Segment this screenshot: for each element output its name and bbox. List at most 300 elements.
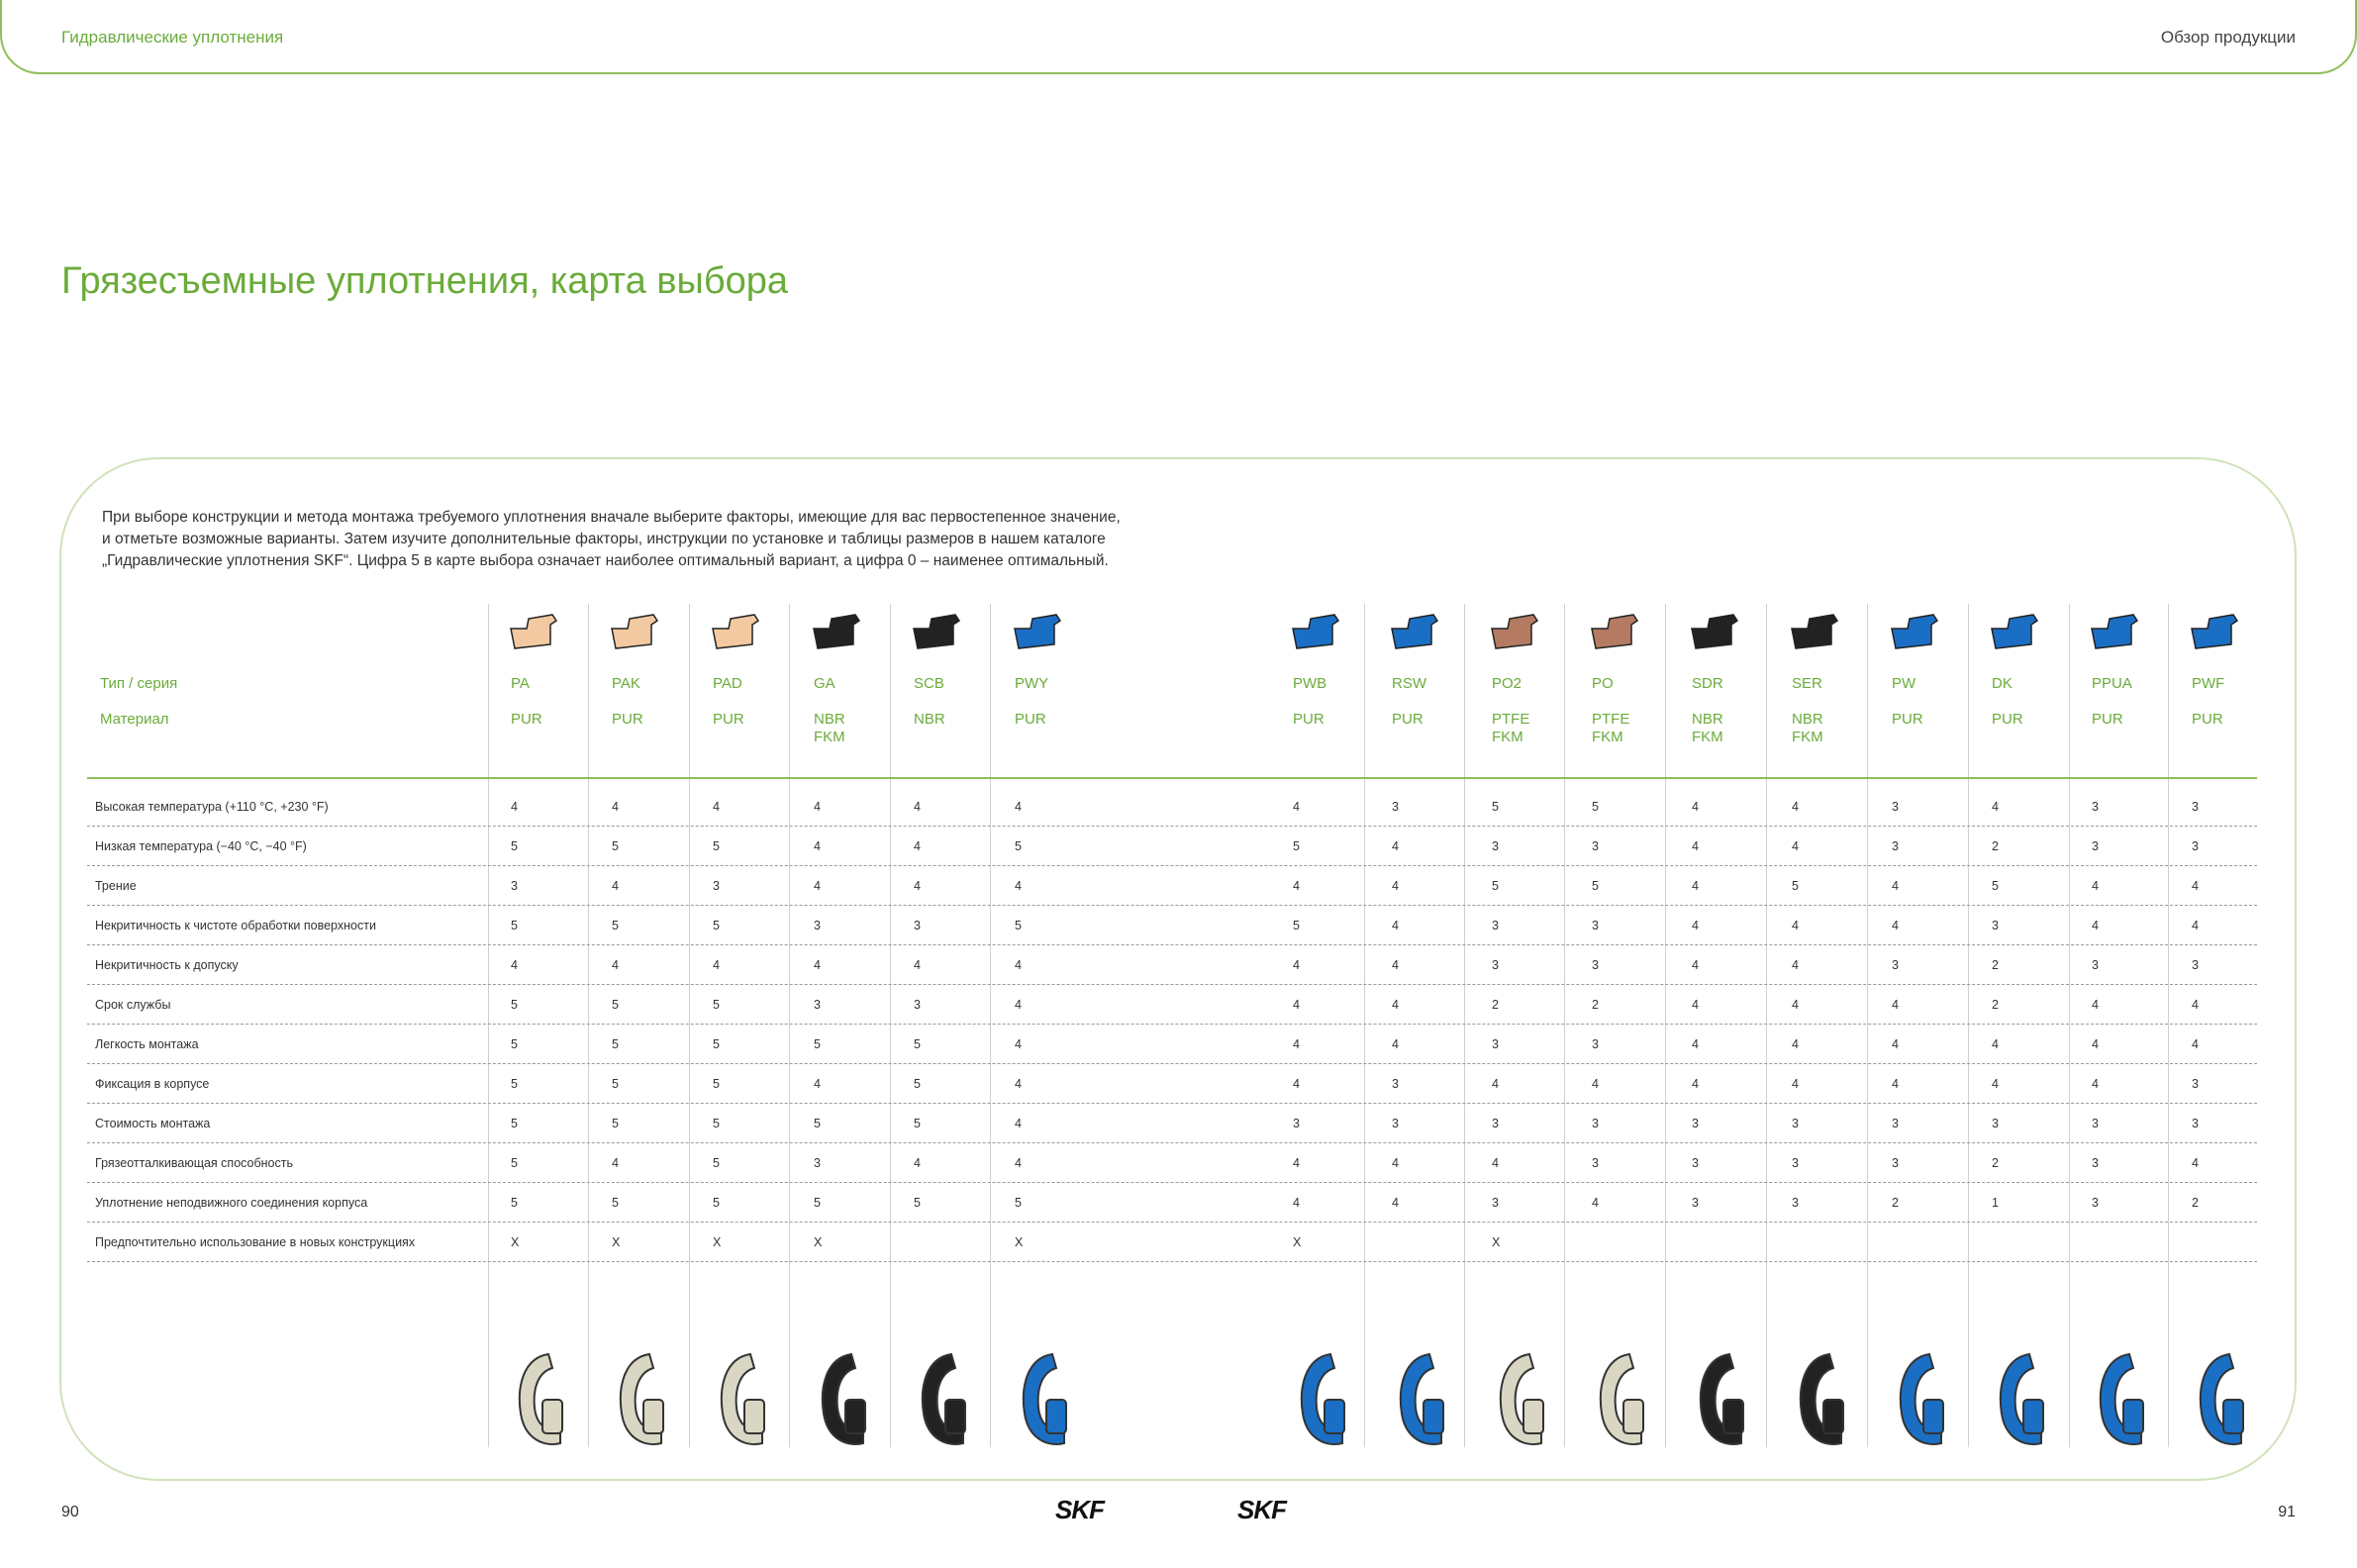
column-divider	[1867, 604, 1868, 1447]
rating-cell: 4	[1392, 1196, 1399, 1210]
rating-cell: 5	[612, 1077, 619, 1091]
rating-cell: 5	[1492, 800, 1499, 814]
material-name: FKM	[1792, 729, 1823, 745]
rating-cell: 3	[914, 919, 921, 932]
rating-cell: 3	[1892, 839, 1899, 853]
rating-cell: 5	[511, 839, 518, 853]
series-material	[814, 711, 845, 746]
rating-cell: 4	[1692, 839, 1699, 853]
rating-cell: 5	[713, 839, 720, 853]
rating-cell: 3	[1492, 1196, 1499, 1210]
row-divider	[87, 1261, 2257, 1262]
material-name: PUR	[1015, 711, 1046, 728]
seal-profile-icon	[1688, 609, 1743, 654]
header-divider	[87, 777, 2257, 779]
row-label: Уплотнение неподвижного соединения корпуса	[95, 1196, 368, 1210]
seal-photo	[610, 1348, 669, 1451]
seal-profile-icon	[810, 609, 865, 654]
rating-cell: 5	[511, 1117, 518, 1130]
rating-cell: 4	[2192, 1156, 2199, 1170]
rating-cell: 4	[1392, 839, 1399, 853]
series-material	[1792, 711, 1823, 746]
rating-cell: 5	[814, 1196, 821, 1210]
rating-cell: 5	[1293, 839, 1300, 853]
page-title: Грязесъемные уплотнения, карта выбора	[61, 260, 788, 303]
rating-cell: 3	[1692, 1196, 1699, 1210]
row-divider	[87, 865, 2257, 866]
rating-cell: 4	[1492, 1077, 1499, 1091]
rating-cell: 5	[814, 1117, 821, 1130]
rating-cell: 4	[1792, 998, 1799, 1012]
rating-cell: 3	[2192, 800, 2199, 814]
rating-cell: X	[1492, 1235, 1501, 1249]
rating-cell: 4	[511, 958, 518, 972]
rating-cell: 4	[1692, 1077, 1699, 1091]
rating-cell: 5	[612, 1196, 619, 1210]
rating-cell: 3	[1592, 958, 1599, 972]
rating-cell: 3	[1992, 919, 1999, 932]
rating-cell: 3	[2092, 1117, 2099, 1130]
rating-cell: 3	[1592, 1156, 1599, 1170]
rating-cell: 4	[1792, 1037, 1799, 1051]
column-divider	[1968, 604, 1969, 1447]
rating-cell: 5	[1792, 879, 1799, 893]
rating-cell: 4	[814, 879, 821, 893]
material-name: PUR	[713, 711, 744, 728]
rating-cell: 4	[1792, 919, 1799, 932]
seal-photo	[711, 1348, 770, 1451]
rating-cell: 3	[1492, 839, 1499, 853]
series-material	[1592, 711, 1629, 746]
rating-cell: 3	[1892, 1117, 1899, 1130]
series-material	[511, 711, 542, 729]
rating-cell: 4	[1992, 1037, 1999, 1051]
header-section-title: Гидравлические уплотнения	[61, 28, 284, 47]
rating-cell: 4	[1992, 800, 1999, 814]
rating-cell: 3	[2192, 1077, 2199, 1091]
rating-cell: 5	[511, 1037, 518, 1051]
row-label: Некритичность к чистоте обработки поверхности	[95, 919, 376, 932]
rating-cell: 4	[1015, 1117, 1022, 1130]
header-section-right: Обзор продукции	[2160, 28, 2296, 47]
seal-profile-icon	[1388, 609, 1443, 654]
row-label: Срок службы	[95, 998, 171, 1012]
rating-cell: 4	[1293, 958, 1300, 972]
series-material	[1992, 711, 2023, 729]
rating-cell: 4	[1792, 1077, 1799, 1091]
column-divider	[488, 604, 489, 1447]
rating-cell: 3	[1892, 1156, 1899, 1170]
rating-cell: 2	[2192, 1196, 2199, 1210]
column-divider	[2168, 604, 2169, 1447]
series-code: PA	[511, 675, 530, 692]
rating-cell: 4	[814, 839, 821, 853]
material-label: Материал	[100, 711, 169, 728]
rating-cell: 4	[612, 800, 619, 814]
rating-cell: 3	[1992, 1117, 1999, 1130]
row-label: Низкая температура (−40 °C, −40 °F)	[95, 839, 307, 853]
rating-cell: 4	[1692, 958, 1699, 972]
header-border	[0, 0, 2357, 74]
series-code: PPUA	[2092, 675, 2132, 692]
rating-cell: 2	[1992, 1156, 1999, 1170]
skf-logo-left: SKF	[1055, 1495, 1104, 1524]
series-material	[1293, 711, 1325, 729]
rating-cell: 4	[914, 958, 921, 972]
rating-cell: 5	[713, 919, 720, 932]
rating-cell: 5	[511, 1196, 518, 1210]
material-name: FKM	[1492, 729, 1523, 745]
seal-profile-icon	[1888, 609, 1943, 654]
row-label: Легкость монтажа	[95, 1037, 199, 1051]
material-name: FKM	[814, 729, 845, 745]
series-code: PWB	[1293, 675, 1327, 692]
rating-cell: 3	[1592, 1037, 1599, 1051]
column-divider	[1364, 604, 1365, 1447]
rating-cell: X	[511, 1235, 520, 1249]
row-divider	[87, 1182, 2257, 1183]
rating-cell: 3	[1892, 800, 1899, 814]
series-material	[2092, 711, 2123, 729]
rating-cell: 5	[713, 1077, 720, 1091]
page-number-left: 90	[61, 1504, 79, 1520]
series-material	[1015, 711, 1046, 729]
rating-cell: 4	[2092, 1077, 2099, 1091]
column-divider	[1564, 604, 1565, 1447]
rating-cell: 5	[612, 919, 619, 932]
rating-cell: 5	[1592, 800, 1599, 814]
rating-cell: 3	[814, 998, 821, 1012]
material-name: PUR	[2192, 711, 2223, 728]
rating-cell: 5	[814, 1037, 821, 1051]
material-name: PTFE	[1492, 711, 1530, 728]
rating-cell: 5	[612, 839, 619, 853]
rating-cell: 4	[1293, 1156, 1300, 1170]
rating-cell: 4	[2092, 998, 2099, 1012]
material-name: PUR	[1293, 711, 1325, 728]
intro-line: При выборе конструкции и метода монтажа требуемого уплотнения вначале выберите факторы, имеющие для вас первостепенное значение,	[102, 509, 1121, 526]
column-divider	[1766, 604, 1767, 1447]
rating-cell: 3	[511, 879, 518, 893]
rating-cell: 5	[914, 1037, 921, 1051]
rating-cell: 4	[1792, 800, 1799, 814]
rating-cell: 4	[1892, 879, 1899, 893]
seal-profile-icon	[1488, 609, 1543, 654]
rating-cell: 4	[1892, 1077, 1899, 1091]
row-divider	[87, 1222, 2257, 1223]
seal-profile-icon	[2188, 609, 2243, 654]
seal-photo	[1990, 1348, 2049, 1451]
rating-cell: 3	[1792, 1156, 1799, 1170]
series-material	[2192, 711, 2223, 729]
series-material	[1392, 711, 1424, 729]
rating-cell: 2	[1492, 998, 1499, 1012]
intro-line: и отметьте возможные варианты. Затем изучите дополнительные факторы, инструкции по установке и таблицы размеров в нашем каталоге	[102, 531, 1106, 547]
rating-cell: 4	[612, 879, 619, 893]
seal-profile-icon	[1011, 609, 1066, 654]
seal-photo	[912, 1348, 971, 1451]
rating-cell: 4	[1692, 919, 1699, 932]
rating-cell: 5	[713, 1037, 720, 1051]
rating-cell: 4	[1293, 1196, 1300, 1210]
rating-cell: 3	[1792, 1117, 1799, 1130]
intro-text	[102, 507, 1151, 572]
selection-chart-panel	[59, 457, 2297, 1481]
rating-cell: 2	[1892, 1196, 1899, 1210]
rating-cell: 4	[814, 800, 821, 814]
rating-cell: 3	[1492, 1117, 1499, 1130]
rating-cell: 3	[1592, 839, 1599, 853]
rating-cell: 3	[1592, 919, 1599, 932]
column-divider	[990, 604, 991, 1447]
rating-cell: 4	[914, 879, 921, 893]
rating-cell: 3	[1592, 1117, 1599, 1130]
series-material	[1692, 711, 1723, 746]
rating-cell: 3	[2092, 839, 2099, 853]
row-divider	[87, 1103, 2257, 1104]
seal-photo	[1390, 1348, 1449, 1451]
rating-cell: 5	[1015, 1196, 1022, 1210]
rating-cell: 3	[1492, 958, 1499, 972]
row-divider	[87, 944, 2257, 945]
material-name: NBR	[814, 711, 845, 728]
rating-cell: 3	[814, 919, 821, 932]
seal-profile-icon	[1289, 609, 1344, 654]
material-name: PUR	[612, 711, 643, 728]
series-code: GA	[814, 675, 835, 692]
rating-cell: 3	[1792, 1196, 1799, 1210]
row-label: Фиксация в корпусе	[95, 1077, 210, 1091]
rating-cell: 4	[1392, 879, 1399, 893]
rating-cell: 5	[1293, 919, 1300, 932]
rating-cell: 4	[2092, 919, 2099, 932]
series-code: SCB	[914, 675, 944, 692]
row-label: Высокая температура (+110 °C, +230 °F)	[95, 800, 329, 814]
rating-cell: 4	[1015, 1037, 1022, 1051]
column-divider	[2069, 604, 2070, 1447]
rating-cell: 3	[1692, 1117, 1699, 1130]
column-divider	[890, 604, 891, 1447]
rating-cell: 5	[612, 1037, 619, 1051]
series-code: PWY	[1015, 675, 1049, 692]
rating-cell: 3	[814, 1156, 821, 1170]
intro-line: „Гидравлические уплотнения SKF“. Цифра 5 в карте выбора означает наиболее оптимальный вариант, а цифра 0 – наименее оптимальный.	[102, 552, 1109, 569]
rating-cell: 4	[814, 958, 821, 972]
rating-cell: 2	[1992, 839, 1999, 853]
rating-cell: 4	[1692, 879, 1699, 893]
row-label: Трение	[95, 879, 137, 893]
column-divider	[689, 604, 690, 1447]
rating-cell: 3	[2092, 1196, 2099, 1210]
rating-cell: 4	[2092, 1037, 2099, 1051]
rating-cell: 4	[1015, 1156, 1022, 1170]
rating-cell: 4	[1392, 998, 1399, 1012]
seal-photo	[2090, 1348, 2149, 1451]
rating-cell: 4	[914, 839, 921, 853]
rating-cell: 4	[1892, 919, 1899, 932]
series-code: SDR	[1692, 675, 1723, 692]
series-material	[1892, 711, 1923, 729]
row-label: Грязеотталкивающая способность	[95, 1156, 293, 1170]
rating-cell: 4	[1692, 998, 1699, 1012]
rating-cell: 4	[914, 1156, 921, 1170]
series-code: PAK	[612, 675, 640, 692]
rating-cell: 5	[1592, 879, 1599, 893]
series-code: PW	[1892, 675, 1916, 692]
row-divider	[87, 1142, 2257, 1143]
rating-cell: 1	[1992, 1196, 1999, 1210]
rating-cell: 4	[2192, 998, 2199, 1012]
rating-cell: 3	[1392, 1077, 1399, 1091]
material-name: PUR	[1992, 711, 2023, 728]
rating-cell: 4	[1792, 839, 1799, 853]
column-divider	[588, 604, 589, 1447]
seal-photo	[2190, 1348, 2249, 1451]
seal-profile-icon	[1988, 609, 2043, 654]
rating-cell: 4	[1392, 1156, 1399, 1170]
rating-cell: 4	[1015, 1077, 1022, 1091]
rating-cell: 4	[1015, 998, 1022, 1012]
rating-cell: 5	[713, 1117, 720, 1130]
rating-cell: 5	[1015, 919, 1022, 932]
rating-cell: 5	[1015, 839, 1022, 853]
rating-cell: 5	[914, 1077, 921, 1091]
seal-profile-icon	[2088, 609, 2143, 654]
rating-cell: 3	[2192, 1117, 2199, 1130]
series-material	[713, 711, 744, 729]
seal-photo	[509, 1348, 568, 1451]
material-name: PUR	[2092, 711, 2123, 728]
rating-cell: 3	[1892, 958, 1899, 972]
rating-cell: 4	[1392, 919, 1399, 932]
rating-cell: 3	[2092, 1156, 2099, 1170]
rating-cell: 4	[1293, 998, 1300, 1012]
rating-cell: 5	[713, 1156, 720, 1170]
type-series-label: Тип / серия	[100, 675, 178, 692]
material-name: FKM	[1592, 729, 1623, 745]
material-name: NBR	[1792, 711, 1823, 728]
series-code: SER	[1792, 675, 1822, 692]
column-divider	[1665, 604, 1666, 1447]
rating-cell: 5	[612, 998, 619, 1012]
seal-profile-icon	[608, 609, 663, 654]
rating-cell: X	[713, 1235, 722, 1249]
row-divider	[87, 905, 2257, 906]
rating-cell: X	[612, 1235, 621, 1249]
rating-cell: 5	[713, 1196, 720, 1210]
rating-cell: 4	[914, 800, 921, 814]
seal-profile-icon	[1588, 609, 1643, 654]
rating-cell: 4	[713, 958, 720, 972]
rating-cell: 3	[1392, 800, 1399, 814]
rating-cell: 5	[1992, 879, 1999, 893]
rating-cell: 2	[1592, 998, 1599, 1012]
rating-cell: 3	[713, 879, 720, 893]
rating-cell: 4	[2092, 879, 2099, 893]
rating-cell: 3	[914, 998, 921, 1012]
rating-cell: 4	[1293, 800, 1300, 814]
series-code: RSW	[1392, 675, 1426, 692]
rating-cell: 4	[1293, 879, 1300, 893]
material-name: NBR	[914, 711, 945, 728]
rating-cell: 4	[1692, 1037, 1699, 1051]
seal-photo	[812, 1348, 871, 1451]
seal-profile-icon	[910, 609, 965, 654]
rating-cell: 3	[2092, 800, 2099, 814]
row-divider	[87, 1063, 2257, 1064]
row-divider	[87, 984, 2257, 985]
series-code: PO	[1592, 675, 1614, 692]
rating-cell: 4	[1293, 1077, 1300, 1091]
rating-cell: 4	[612, 958, 619, 972]
rating-cell: 4	[1992, 1077, 1999, 1091]
rating-cell: 3	[1293, 1117, 1300, 1130]
rating-cell: 4	[1392, 1037, 1399, 1051]
rating-cell: 4	[1015, 879, 1022, 893]
material-name: FKM	[1692, 729, 1723, 745]
rating-cell: 4	[612, 1156, 619, 1170]
row-label: Предпочтительно использование в новых конструкциях	[95, 1235, 416, 1249]
rating-cell: 4	[1492, 1156, 1499, 1170]
seal-photo	[1013, 1348, 1072, 1451]
rating-cell: X	[814, 1235, 823, 1249]
rating-cell: 3	[2092, 958, 2099, 972]
series-code: PWF	[2192, 675, 2225, 692]
row-label: Некритичность к допуску	[95, 958, 239, 972]
rating-cell: 5	[511, 919, 518, 932]
rating-cell: 4	[2192, 1037, 2199, 1051]
rating-cell: 4	[1892, 998, 1899, 1012]
seal-photo	[1490, 1348, 1549, 1451]
rating-cell: 4	[2192, 879, 2199, 893]
rating-cell: 2	[1992, 958, 1999, 972]
rating-cell: X	[1293, 1235, 1302, 1249]
material-name: PUR	[511, 711, 542, 728]
series-material	[612, 711, 643, 729]
rating-cell: 5	[511, 1077, 518, 1091]
rating-cell: 5	[511, 998, 518, 1012]
rating-cell: 4	[511, 800, 518, 814]
row-label: Стоимость монтажа	[95, 1117, 211, 1130]
seal-photo	[1790, 1348, 1849, 1451]
rating-cell: 5	[914, 1196, 921, 1210]
series-material	[914, 711, 945, 729]
rating-cell: 4	[713, 800, 720, 814]
rating-cell: 3	[1492, 1037, 1499, 1051]
rating-cell: 5	[511, 1156, 518, 1170]
rating-cell: 4	[1015, 958, 1022, 972]
rating-cell: 3	[1692, 1156, 1699, 1170]
seal-photo	[1890, 1348, 1949, 1451]
seal-profile-icon	[1788, 609, 1843, 654]
row-divider	[87, 1024, 2257, 1025]
rating-cell: 4	[814, 1077, 821, 1091]
material-name: PTFE	[1592, 711, 1630, 728]
rating-cell: 4	[1015, 800, 1022, 814]
rating-cell: 4	[1792, 958, 1799, 972]
row-divider	[87, 826, 2257, 827]
column-divider	[1464, 604, 1465, 1447]
material-name: PUR	[1392, 711, 1424, 728]
rating-cell: 5	[713, 998, 720, 1012]
rating-cell: 4	[1592, 1196, 1599, 1210]
material-name: PUR	[1892, 711, 1923, 728]
page-number-right: 91	[2278, 1504, 2296, 1520]
rating-cell: 4	[1692, 800, 1699, 814]
rating-cell: 4	[1592, 1077, 1599, 1091]
seal-photo	[1690, 1348, 1749, 1451]
rating-cell: 5	[612, 1117, 619, 1130]
